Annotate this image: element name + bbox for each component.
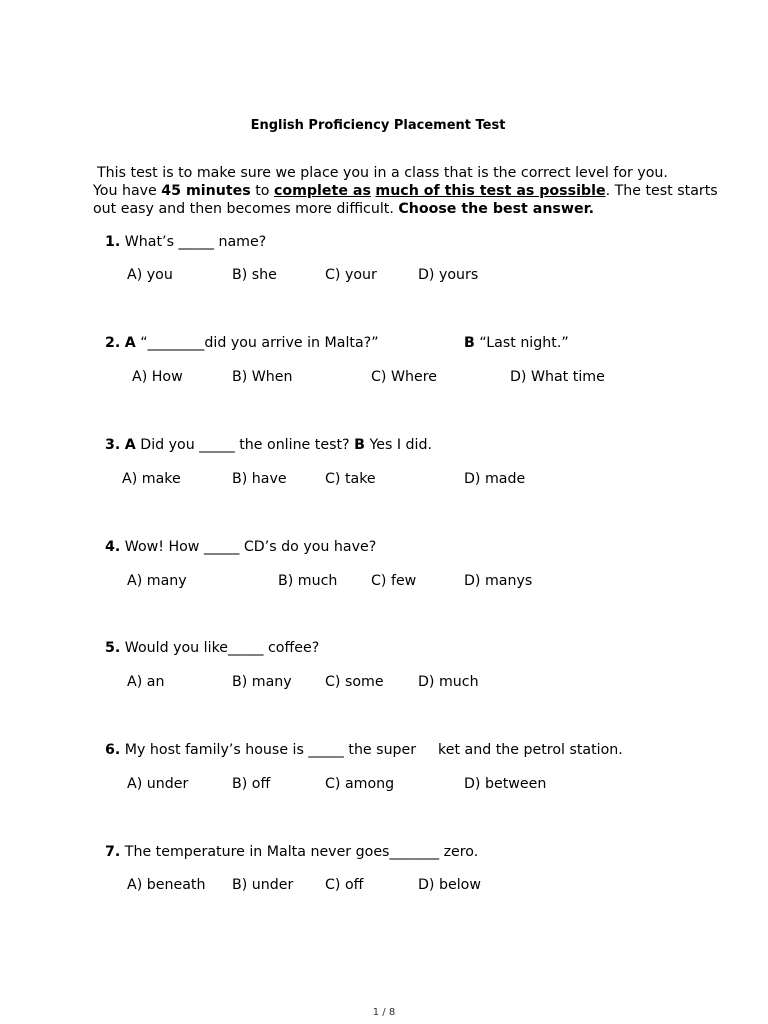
- answer-option-d: D) between: [464, 776, 547, 792]
- question-number: 3.: [105, 437, 121, 453]
- answer-option-a: A) make: [122, 471, 181, 487]
- speaker-a-label: A: [124, 335, 136, 351]
- page-indicator: 1 / 8: [372, 1007, 396, 1018]
- intro-text: to: [250, 183, 274, 199]
- answer-option-b: B) under: [232, 877, 294, 893]
- question-stem: [105, 437, 432, 453]
- answer-option-c: C) your: [325, 267, 377, 283]
- speaker-a-label: A: [124, 437, 136, 453]
- answer-option-a: A) an: [127, 674, 165, 690]
- question-number: 1.: [105, 234, 121, 250]
- intro-text: You have: [93, 183, 162, 199]
- emphasis-much-of-test: much of this test as possible: [375, 183, 606, 199]
- answer-option-b: B) much: [278, 573, 338, 589]
- speaker-b-label: B: [464, 335, 475, 351]
- question-text: The temperature in Malta never goes_______ zero.: [124, 844, 479, 860]
- speaker-b-label: B: [354, 437, 365, 453]
- answer-option-d: D) What time: [510, 369, 605, 385]
- answer-option-b: B) she: [232, 267, 277, 283]
- question-stem: [105, 335, 379, 351]
- emphasis-complete-as: complete as: [273, 183, 371, 199]
- answer-option-d: D) manys: [464, 573, 533, 589]
- answer-option-c: C) take: [325, 471, 376, 487]
- answer-option-a: A) many: [127, 573, 187, 589]
- answer-option-c: C) some: [325, 674, 384, 690]
- reply-text: “Last night.”: [479, 335, 569, 351]
- question-number: 4.: [105, 539, 121, 555]
- question-number: 2.: [105, 335, 121, 351]
- speaker-b-reply: [464, 335, 569, 351]
- question-number: 5.: [105, 640, 121, 656]
- page-title: English Proficiency Placement Test: [250, 118, 506, 133]
- answer-option-a: A) beneath: [127, 877, 206, 893]
- answer-option-c: C) among: [325, 776, 395, 792]
- question-stem: [105, 539, 376, 555]
- answer-option-d: D) yours: [418, 267, 479, 283]
- question-stem: [105, 742, 416, 758]
- time-limit: 45 minutes: [161, 183, 251, 199]
- answer-option-d: D) made: [464, 471, 526, 487]
- answer-option-a: A) under: [127, 776, 189, 792]
- reply-text: Yes I did.: [369, 437, 433, 453]
- intro-line-3: [93, 200, 594, 218]
- answer-option-b: B) have: [232, 471, 287, 487]
- intro-line-2: [93, 182, 718, 200]
- question-stem: [105, 640, 319, 656]
- question-stem: [105, 844, 478, 860]
- instruction: Choose the best answer.: [398, 201, 594, 217]
- answer-option-b: B) many: [232, 674, 292, 690]
- answer-option-c: C) Where: [371, 369, 437, 385]
- question-text: My host family’s house is _____ the super: [124, 742, 417, 758]
- answer-option-a: A) How: [132, 369, 183, 385]
- question-number: 6.: [105, 742, 121, 758]
- answer-option-c: C) off: [325, 877, 364, 893]
- answer-option-a: A) you: [127, 267, 173, 283]
- answer-option-b: B) When: [232, 369, 293, 385]
- question-number: 7.: [105, 844, 121, 860]
- question-text: Wow! How _____ CD’s do you have?: [124, 539, 377, 555]
- intro-text: out easy and then becomes more difficult.: [93, 201, 399, 217]
- question-text: Did you _____ the online test?: [140, 437, 350, 453]
- answer-option-d: D) much: [418, 674, 479, 690]
- question-text: What’s _____ name?: [124, 234, 267, 250]
- answer-option-c: C) few: [371, 573, 417, 589]
- answer-option-d: D) below: [418, 877, 481, 893]
- question-text: Would you like_____ coffee?: [124, 640, 320, 656]
- intro-text: . The test starts: [605, 183, 718, 199]
- intro-line-1: This test is to make sure we place you in a class that is the correct level for you.: [97, 165, 668, 181]
- question-text-continued: ket and the petrol station.: [438, 742, 623, 758]
- question-text: “________did you arrive in Malta?”: [140, 335, 379, 351]
- answer-option-b: B) off: [232, 776, 271, 792]
- question-stem: [105, 234, 266, 250]
